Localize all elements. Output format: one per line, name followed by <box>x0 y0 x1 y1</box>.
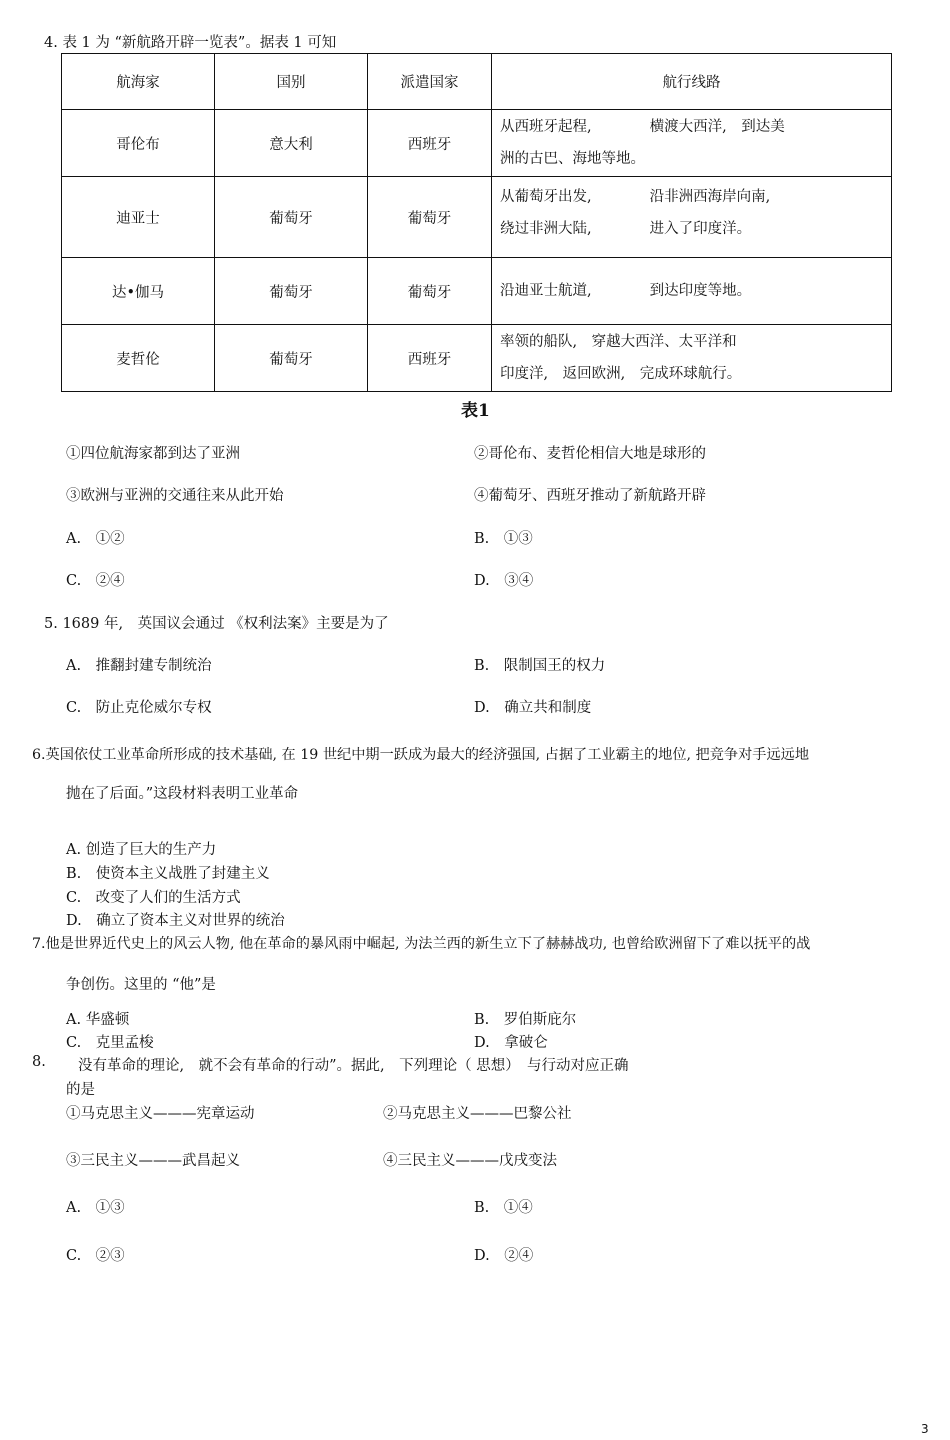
cell-country: 葡萄牙 <box>215 325 368 392</box>
q4-option-a[interactable]: A. ①② <box>66 531 125 547</box>
q5-option-b[interactable]: B. 限制国王的权力 <box>474 658 606 674</box>
q6-stem-line2: 抛在了后面。”这段材料表明工业革命 <box>66 786 299 802</box>
route-line: 印度洋, 返回欧洲, 完成环球航行。 <box>500 366 742 382</box>
q4-option-b[interactable]: B. ①③ <box>474 531 533 547</box>
cell-navigator: 哥伦布 <box>62 110 215 177</box>
q5-stem: 5. 1689 年, 英国议会通过 《权利法案》主要是为了 <box>44 616 389 632</box>
route-line: 洲的古巴、海地等地。 <box>500 151 645 167</box>
q6-option-a[interactable]: A. 创造了巨大的生产力 <box>66 842 217 858</box>
cell-country: 葡萄牙 <box>215 177 368 258</box>
q8-item-3: ③三民主义———武昌起义 <box>66 1153 240 1169</box>
cell-route <box>492 110 892 177</box>
q8-stem-line1: 没有革命的理论, 就不会有革命的行动”。据此, 下列理论（ 思想） 与行动对应正确 <box>78 1058 629 1074</box>
voyages-table <box>61 53 892 392</box>
q4-stem: 4. 表 1 为 “新航路开辟一览表”。据表 1 可知 <box>44 35 337 51</box>
cell-sponsor: 葡萄牙 <box>368 258 492 325</box>
table-row <box>62 325 892 392</box>
q7-stem-line1: 7.他是世界近代史上的风云人物, 他在革命的暴风雨中崛起, 为法兰西的新生立下了赫赫战功, 也曾给欧洲留下了难以抚平的战 <box>32 936 811 952</box>
q8-option-c[interactable]: C. ②③ <box>66 1248 125 1264</box>
cell-sponsor: 葡萄牙 <box>368 177 492 258</box>
route-line: 率领的船队, 穿越大西洋、太平洋和 <box>500 334 737 350</box>
q5-option-a[interactable]: A. 推翻封建专制统治 <box>66 658 212 674</box>
q8-item-2: ②马克思主义———巴黎公社 <box>383 1106 572 1122</box>
cell-route <box>492 177 892 258</box>
q8-stem-line2: 的是 <box>66 1082 95 1098</box>
route-line: 沿迪亚士航道, 到达印度等地。 <box>500 283 752 299</box>
q5-option-d[interactable]: D. 确立共和制度 <box>474 700 592 716</box>
q8-option-b[interactable]: B. ①④ <box>474 1200 533 1216</box>
q8-item-1: ①马克思主义———宪章运动 <box>66 1106 255 1122</box>
header-navigator: 航海家 <box>62 54 215 110</box>
header-route: 航行线路 <box>492 54 892 110</box>
cell-country: 意大利 <box>215 110 368 177</box>
table-row <box>62 177 892 258</box>
cell-navigator: 迪亚士 <box>62 177 215 258</box>
table-caption: 表1 <box>461 401 490 421</box>
q7-stem-line2: 争创伤。这里的 “他”是 <box>66 977 216 993</box>
q6-option-c[interactable]: C. 改变了人们的生活方式 <box>66 890 241 906</box>
cell-route <box>492 325 892 392</box>
q4-item-4: ④葡萄牙、西班牙推动了新航路开辟 <box>474 488 706 504</box>
q7-option-c[interactable]: C. 克里孟梭 <box>66 1035 154 1051</box>
q8-option-a[interactable]: A. ①③ <box>66 1200 125 1216</box>
q5-option-c[interactable]: C. 防止克伦威尔专权 <box>66 700 212 716</box>
q8-number: 8. <box>32 1054 46 1070</box>
cell-navigator: 麦哲伦 <box>62 325 215 392</box>
route-line: 从西班牙起程, 横渡大西洋, 到达美 <box>500 119 785 135</box>
q6-option-d[interactable]: D. 确立了资本主义对世界的统治 <box>66 913 285 929</box>
q6-stem-line1: 6.英国依仗工业革命所形成的技术基础, 在 19 世纪中期一跃成为最大的经济强国, 占据了工业霸主的地位, 把竞争对手远远地 <box>32 747 810 763</box>
cell-sponsor: 西班牙 <box>368 110 492 177</box>
q7-option-b[interactable]: B. 罗伯斯庇尔 <box>474 1012 577 1028</box>
table-header-row <box>62 54 892 110</box>
route-line: 绕过非洲大陆, 进入了印度洋。 <box>500 221 752 237</box>
q7-option-a[interactable]: A. 华盛顿 <box>66 1012 130 1028</box>
q6-option-b[interactable]: B. 使资本主义战胜了封建主义 <box>66 866 270 882</box>
table-row <box>62 258 892 325</box>
q4-option-c[interactable]: C. ②④ <box>66 573 125 589</box>
q4-item-2: ②哥伦布、麦哲伦相信大地是球形的 <box>474 446 706 462</box>
cell-route <box>492 258 892 325</box>
q4-item-3: ③欧洲与亚洲的交通往来从此开始 <box>66 488 284 504</box>
cell-navigator: 达•伽马 <box>62 258 215 325</box>
q7-option-d[interactable]: D. 拿破仑 <box>474 1035 548 1051</box>
page-number: 3 <box>921 1422 929 1436</box>
header-sponsor: 派遣国家 <box>368 54 492 110</box>
q8-item-4: ④三民主义———戊戌变法 <box>383 1153 557 1169</box>
cell-country: 葡萄牙 <box>215 258 368 325</box>
q4-option-d[interactable]: D. ③④ <box>474 573 534 589</box>
cell-sponsor: 西班牙 <box>368 325 492 392</box>
header-country: 国别 <box>215 54 368 110</box>
table-row <box>62 110 892 177</box>
q8-option-d[interactable]: D. ②④ <box>474 1248 534 1264</box>
route-line: 从葡萄牙出发, 沿非洲西海岸向南, <box>500 189 771 205</box>
q4-item-1: ①四位航海家都到达了亚洲 <box>66 446 240 462</box>
